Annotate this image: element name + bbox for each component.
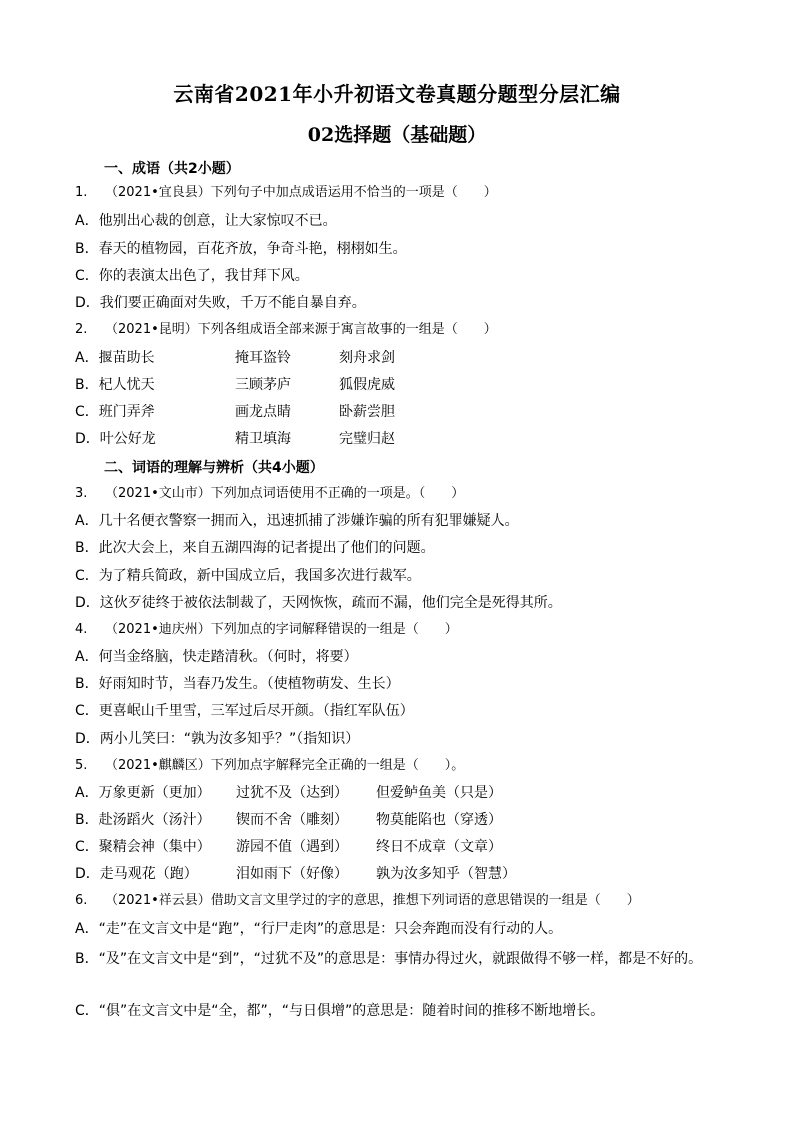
question-text: （2021•文山市）下列加点词语使用不正确的一项是。（ ） [105,486,465,501]
question-number: 4. [75,622,88,637]
answer-option: B．此次大会上，来自五湖四海的记者提出了他们的问题。 [75,540,435,556]
answer-option: A．他别出心裁的创意，让大家惊叹不已。 [75,213,337,229]
answer-option: D．这伙歹徒终于被依法制裁了，天网恢恢，疏而不漏，他们完全是死得其所。 [75,595,562,611]
option-part: 泪如雨下（好像） [236,866,348,882]
option-part: 过犹不及（达到） [236,785,348,801]
question-number: 5. [75,758,88,773]
option-part: 孰为汝多知乎（智慧） [376,866,516,882]
option-part: 狐假虎威 [339,377,395,393]
option-part: 卧薪尝胆 [339,404,395,420]
question-number: 1. [75,185,88,200]
option-part: 画龙点睛 [235,404,291,420]
answer-option [75,783,725,803]
page-subtitle: 02选择题（基础题） [307,124,487,146]
question-text: （2021•祥云县）借助文言文里学过的字的意思，推想下列词语的意思错误的一组是（ ） [105,893,640,908]
option-part: C．聚精会神（集中） [75,839,211,855]
option-part: B．赴汤蹈火（汤汁） [75,812,211,828]
answer-option [75,810,725,830]
question-stem [75,320,725,340]
question-text: （2021•宜良县）下列句子中加点成语运用不恰当的一项是（ ） [105,185,497,200]
answer-option: C．更喜岷山千里雪，三军过后尽开颜。（指红军队伍） [75,703,414,719]
answer-option: C．“俱”在文言文中是“全，都”，“与日俱增”的意思是：随着时间的推移不断地增长。 [75,1003,605,1019]
answer-option: A．几十名便衣警察一拥而入，迅速抓捕了涉嫌诈骗的所有犯罪嫌疑人。 [75,513,519,529]
answer-option: B．好雨知时节，当春乃发生。（使植物萌发、生长） [75,676,400,692]
answer-option: D．两小儿笑曰：“孰为汝多知乎？”（指知识） [75,731,360,747]
option-part: D．叶公好龙 [75,431,156,447]
option-part: C．班门弄斧 [75,404,155,420]
answer-option [75,402,725,422]
question-stem [75,183,725,203]
answer-option: C．为了精兵简政，新中国成立后，我国多次进行裁军。 [75,568,421,584]
answer-option [75,864,725,884]
question-number: 6. [75,893,88,908]
question-text: （2021•麒麟区）下列加点字解释完全正确的一组是（ ）。 [105,758,465,773]
answer-option [75,375,725,395]
answer-option: A．何当金络脑，快走踏清秋。（何时，将要） [75,649,358,665]
option-part: D．走马观花（跑） [75,866,198,882]
option-part: 刻舟求剑 [339,350,395,366]
option-part: 完璧归赵 [339,431,395,447]
answer-option [75,837,725,857]
question-stem [75,891,725,911]
option-part: A．万象更新（更加） [75,785,211,801]
option-part: 精卫填海 [235,431,291,447]
question-stem [75,620,725,640]
question-text: （2021•迪庆州）下列加点的字词解释错误的一组是（ ） [105,622,458,637]
answer-option [75,429,725,449]
page-title: 云南省2021年小升初语文卷真题分题型分层汇编 [173,82,621,106]
option-part: B．杞人忧天 [75,377,155,393]
answer-option: B．春天的植物园，百花齐放，争奇斗艳，栩栩如生。 [75,241,407,257]
option-part: 但爱鲈鱼美（只是） [376,785,502,801]
option-part: 游园不值（遇到） [236,839,348,855]
option-part: 锲而不舍（雕刻） [236,812,348,828]
answer-option: D．我们要正确面对失败，千万不能自暴自弃。 [75,295,366,311]
answer-option [75,348,725,368]
answer-option: B．“及”在文言文中是“到”，“过犹不及”的意思是：事情办得过火，就跟做得不够一样，都是不好的。 [75,951,703,967]
question-number: 3. [75,486,88,501]
section-heading: 一、成语（共2小题） [104,161,240,177]
option-part: 终日不成章（文章） [376,839,502,855]
answer-option: C．你的表演太出色了，我甘拜下风。 [75,268,309,284]
question-stem [75,484,725,504]
option-part: 三顾茅庐 [235,377,291,393]
option-part: 物莫能陷也（穿透） [376,812,502,828]
option-part: 掩耳盗铃 [235,350,291,366]
answer-option: A．“走”在文言文中是“跑”，“行尸走肉”的意思是：只会奔跑而没有行动的人。 [75,921,563,937]
question-stem [75,756,725,776]
section-heading: 二、词语的理解与辨析（共4小题） [104,460,324,476]
option-part: A．揠苗助长 [75,350,155,366]
question-text: （2021•昆明）下列各组成语全部来源于寓言故事的一组是（ ） [105,322,497,337]
question-number: 2. [75,322,88,337]
